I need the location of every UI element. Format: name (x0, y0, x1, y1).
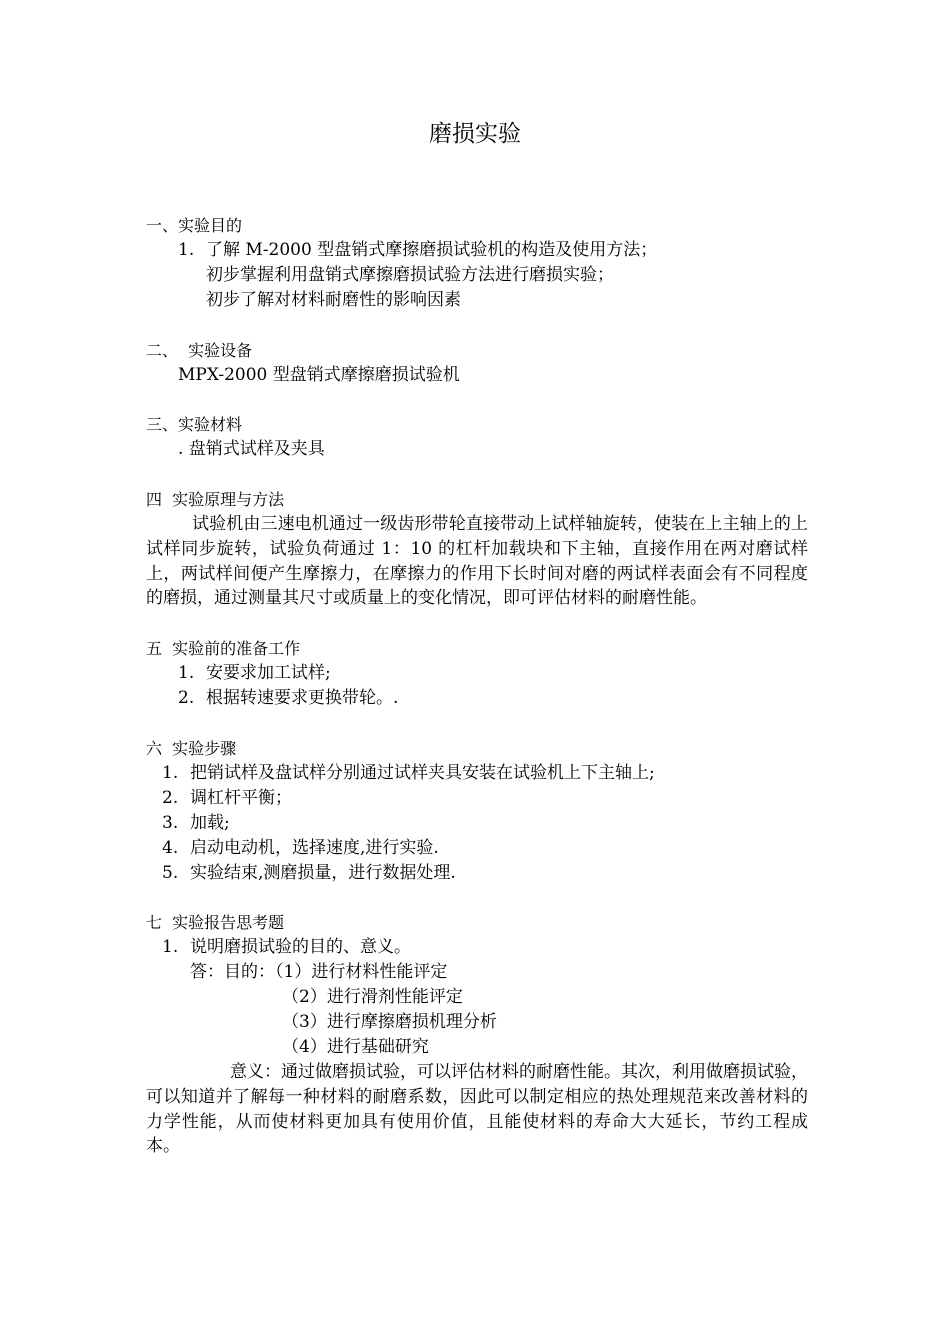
section-heading-steps: 六 实验步骤 (146, 739, 237, 758)
list-item (162, 761, 655, 786)
list-item-number: 2. (162, 788, 179, 808)
answer-line: （2）进行滑剂性能评定 (282, 987, 463, 1007)
list-item-text: 启动电动机，选择速度,进行实验. (190, 838, 439, 858)
paragraph-meaning: 意义：通过做磨损试验，可以评估材料的耐磨性能。其次，利用做磨损试验，可以知道并了解每一种材料的耐磨系数，因此可以制定相应的热处理规范来改善材料的力学性能，从而使材料更加具有使用价值，且能使材料的寿命大大延长，节约工程成本。 (146, 1062, 808, 1157)
list-item-text: 了解 M-2000 型盘销式摩擦磨损试验机的构造及使用方法； (206, 240, 658, 260)
text-line: 初步了解对材料耐磨性的影响因素 (206, 290, 461, 310)
list-item-number: 1. (178, 240, 195, 260)
text-line: . 盘销式试样及夹具 (178, 439, 325, 459)
answer-line: （4）进行基础研究 (282, 1037, 429, 1057)
page-title: 磨损实验 (429, 121, 521, 147)
list-item (178, 238, 657, 263)
list-item-text: 安要求加工试样; (206, 663, 331, 683)
section-heading-equipment: 二、 实验设备 (146, 341, 253, 360)
list-item-number: 3. (162, 813, 179, 833)
section-heading-preparation: 五 实验前的准备工作 (146, 639, 301, 658)
list-item-number: 1. (162, 763, 179, 783)
list-item-text: 调杠杆平衡； (190, 788, 292, 808)
list-item (178, 661, 331, 686)
answer-line: 答：目的：（1）进行材料性能评定 (190, 962, 448, 982)
list-item (162, 836, 439, 861)
text-line: 初步掌握利用盘销式摩擦磨损试验方法进行磨损实验； (206, 265, 614, 285)
list-item-number: 4. (162, 838, 179, 858)
section-heading-principle: 四 实验原理与方法 (146, 490, 285, 509)
list-item-number: 1. (178, 663, 195, 683)
answer-line: （3）进行摩擦磨损机理分析 (282, 1012, 497, 1032)
list-item (178, 686, 398, 711)
section-heading-questions: 七 实验报告思考题 (146, 913, 285, 932)
list-item-number: 2. (178, 688, 195, 708)
list-item (162, 811, 230, 836)
list-item (162, 935, 411, 960)
text-line: MPX-2000 型盘销式摩擦磨损试验机 (178, 365, 460, 385)
list-item-number: 5. (162, 863, 179, 883)
list-item-text: 把销试样及盘试样分别通过试样夹具安装在试验机上下主轴上; (190, 763, 655, 783)
list-item-text: 加载; (190, 813, 230, 833)
paragraph-principle: 试验机由三速电机通过一级齿形带轮直接带动上试样轴旋转，使装在上主轴上的上试样同步旋转，试验负荷通过 1：10 的杠杆加载块和下主轴，直接作用在两对磨试样上，两试样间便产生摩擦力，在摩擦力的作用下长时间对磨的两试样表面会有不同程度的磨损，通过测量其尺寸或质量上的变化情况，即可评估材料的耐磨性能。 (146, 514, 808, 609)
list-item (162, 786, 292, 811)
list-item-number: 1. (162, 937, 179, 957)
list-item-text: 根据转速要求更换带轮。. (206, 688, 399, 708)
section-heading-materials: 三、实验材料 (146, 415, 243, 434)
list-item (162, 861, 456, 886)
list-item-text: 实验结束,测磨损量，进行数据处理. (190, 863, 456, 883)
section-heading-purpose: 一、实验目的 (146, 216, 243, 235)
list-item-text: 说明磨损试验的目的、意义。 (190, 937, 411, 957)
